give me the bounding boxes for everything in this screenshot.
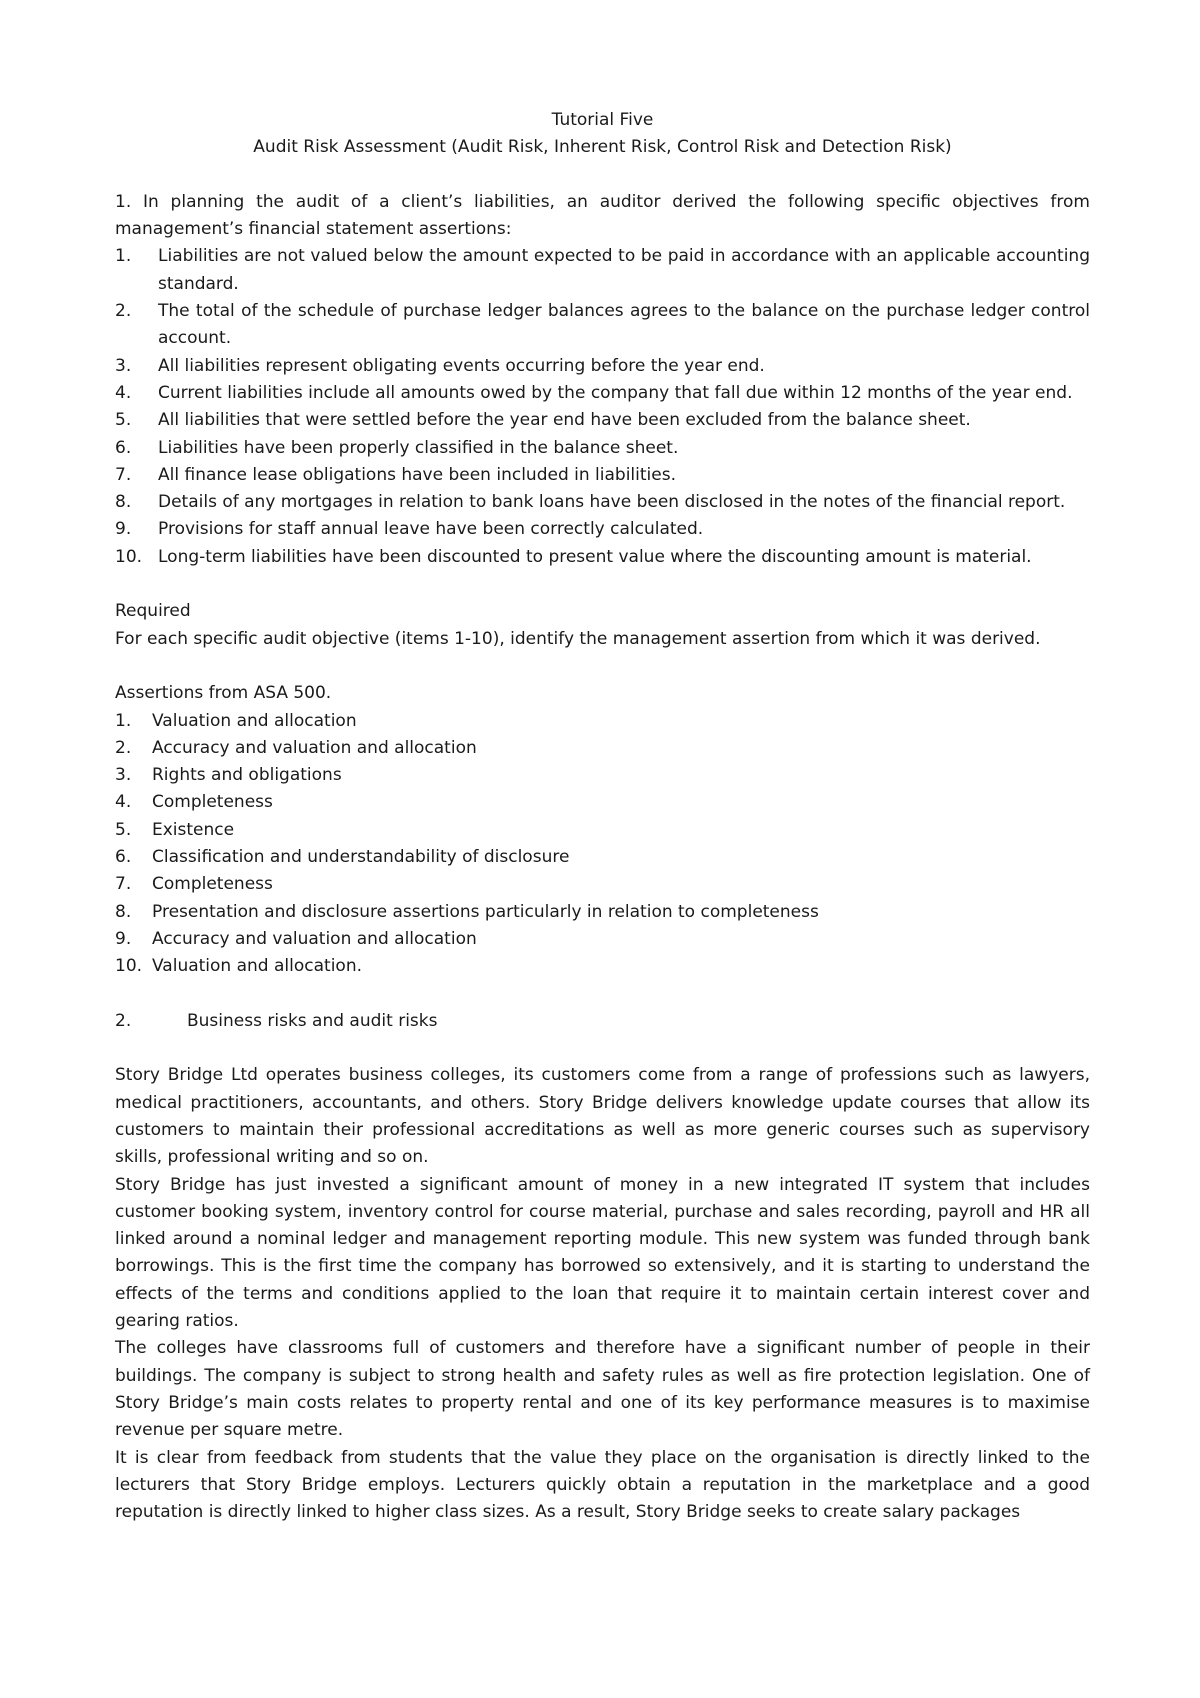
case-paragraph: The colleges have classrooms full of customers and therefore have a significant number of people in their buildings. The company is subject to strong health and safety rules as well as fire protection legislation. One of Story Bridge’s main costs relates to property rental and one of its key performance measures is to maximise revenue per square metre. <box>115 1338 1090 1441</box>
case-paragraph: Story Bridge has just invested a significant amount of money in a new integrated IT system that includes customer booking system, inventory control for course material, purchase and sales recording, payroll and HR all linked around a nominal ledger and management reporting module. This new system was funded through bank borrowings. This is the first time the company has borrowed so extensively, and it is starting to understand the effects of the terms and conditions applied to the loan that require it to maintain certain interest cover and gearing ratios. <box>115 1174 1090 1332</box>
list-item: 10. Long-term liabilities have been discounted to present value where the discounting amount is material. <box>115 546 1032 567</box>
list-item: 2. Accuracy and valuation and allocation <box>115 737 477 758</box>
question-1-intro: 1. In planning the audit of a client’s liabilities, an auditor derived the following specific objectives from management’s financial statement assertions: <box>115 191 1090 240</box>
list-item: 8. Presentation and disclosure assertions particularly in relation to completeness <box>115 901 819 922</box>
document-page <box>115 107 1090 1526</box>
list-item: 5. Existence <box>115 819 235 840</box>
list-item: 9. Accuracy and valuation and allocation <box>115 928 477 949</box>
list-item: 3. Rights and obligations <box>115 765 342 786</box>
question-2-heading <box>115 1008 1090 1035</box>
list-item: 4. Current liabilities include all amounts owed by the company that fall due within 12 months of the year end. <box>115 382 1073 403</box>
spacer <box>115 653 1090 680</box>
list-item: 10. Valuation and allocation. <box>115 956 362 977</box>
objectives-list <box>115 243 1090 571</box>
required-label: Required <box>115 601 191 622</box>
list-item: 4. Completeness <box>115 792 273 813</box>
spacer <box>115 571 1090 598</box>
list-item: 1. Liabilities are not valued below the amount expected to be paid in accordance with an applicable accounting standard. <box>115 246 1090 294</box>
question-2-number: 2. <box>115 1010 132 1031</box>
spacer <box>115 162 1090 189</box>
list-item: 7. Completeness <box>115 874 273 895</box>
question-2-title: Business risks and audit risks <box>187 1010 438 1031</box>
case-paragraph: Story Bridge Ltd operates business colleges, its customers come from a range of professions such as lawyers, medical practitioners, accountants, and others. Story Bridge delivers knowledge update courses that allow its customers to maintain their professional accreditations as well as more generic courses such as supervisory skills, professional writing and so on. <box>115 1065 1090 1168</box>
list-item: 5. All liabilities that were settled before the year end have been excluded from the balance sheet. <box>115 410 971 431</box>
assertions-heading: Assertions from ASA 500. <box>115 683 332 704</box>
required-text: For each specific audit objective (items 1-10), identify the management assertion from which it was derived. <box>115 628 1041 649</box>
list-item: 6. Classification and understandability of disclosure <box>115 847 570 868</box>
document-subtitle: Audit Risk Assessment (Audit Risk, Inherent Risk, Control Risk and Detection Risk) <box>253 137 952 158</box>
spacer <box>115 981 1090 1008</box>
spacer <box>115 1035 1090 1062</box>
list-item: 8. Details of any mortgages in relation to bank loans have been disclosed in the notes of the financial report. <box>115 492 1066 513</box>
list-item: 1. Valuation and allocation <box>115 710 357 731</box>
list-item: 3. All liabilities represent obligating events occurring before the year end. <box>115 355 765 376</box>
document-title: Tutorial Five <box>551 110 654 130</box>
list-item: 7. All finance lease obligations have been included in liabilities. <box>115 464 676 485</box>
assertions-list <box>115 708 1090 981</box>
list-item: 6. Liabilities have been properly classified in the balance sheet. <box>115 437 679 458</box>
list-item: 9. Provisions for staff annual leave have been correctly calculated. <box>115 519 704 540</box>
case-paragraph: It is clear from feedback from students that the value they place on the organisation is directly linked to the lecturers that Story Bridge employs. Lecturers quickly obtain a reputation in the marketplace and a good reputation is directly linked to higher class sizes. As a result, Story Bridge seeks to create salary packages <box>115 1447 1090 1523</box>
list-item: 2. The total of the schedule of purchase ledger balances agrees to the balance on the purchase ledger control account. <box>115 301 1090 349</box>
